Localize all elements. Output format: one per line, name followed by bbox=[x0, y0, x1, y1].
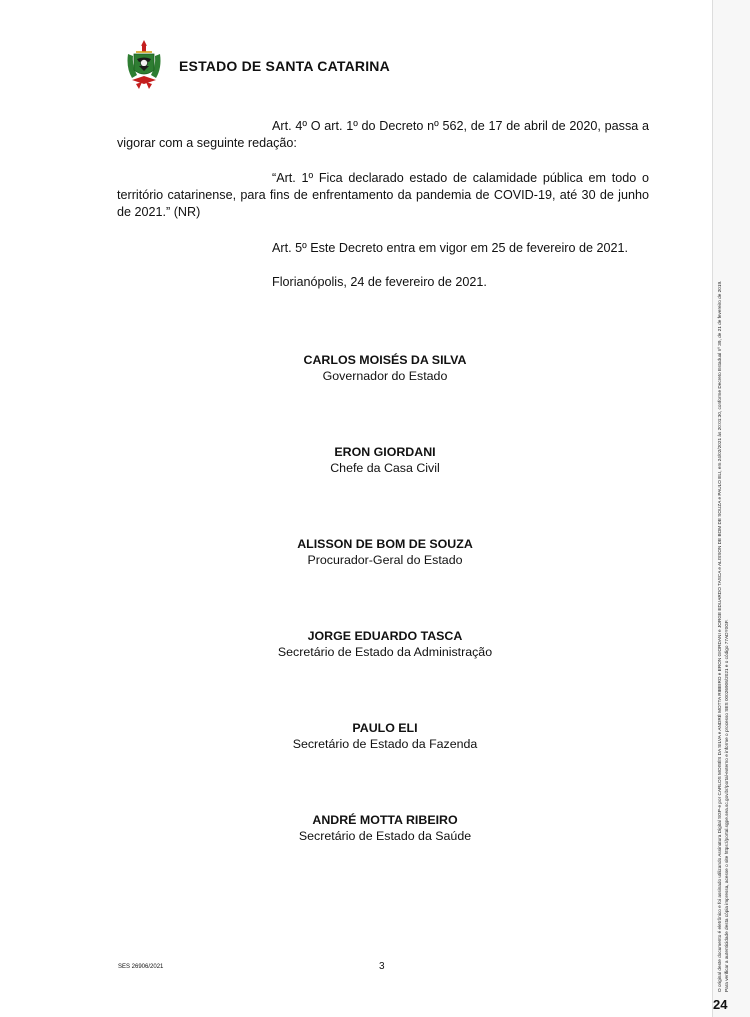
signatory-name: JORGE EDUARDO TASCA bbox=[307, 629, 463, 643]
signatory-role: Procurador-Geral do Estado bbox=[307, 553, 463, 567]
signatory-role: Secretário de Estado da Saúde bbox=[298, 829, 472, 843]
signature-block bbox=[140, 720, 630, 752]
signatory-name: ALISSON DE BOM DE SOUZA bbox=[297, 537, 473, 551]
signatory-role: Secretário de Estado da Fazenda bbox=[292, 737, 478, 751]
signature-block bbox=[140, 352, 630, 384]
page-number: 3 bbox=[379, 961, 385, 972]
signature-block bbox=[140, 444, 630, 476]
verification-notice-line: Para verificar a autenticidade desta cópia impressa, acesse o site https://portal.sgpe.sea.sc.gov.br/portal-externo e informe o processo SES 00026906/2021 e o código 77ADY0GF. bbox=[723, 619, 729, 992]
signature-block bbox=[140, 536, 630, 568]
art-4-paragraph: Art. 4º O art. 1º do Decreto nº 562, de 17 de abril de 2020, passa a vigorar com a seguinte redação: bbox=[117, 119, 649, 150]
signature-notice-line: O original deste documento é eletrônico e foi assinado utilizando Assinatura Digital SGP-e por CARLOS MOISÉS DA SILVA e ANDRÉ MOTTA RIBEIRO e ERON GIORDANI e JORGE EDUARDO TASCA e ALISSON DE BOM DE SOUZA e PAULO ELI, em 24/02/2021 às 20:01:30, conforme Decreto Estadual nº 39, de 21 de fevereiro de 2019. bbox=[717, 280, 722, 992]
signatory-name: ERON GIORDANI bbox=[334, 445, 436, 459]
signatory-name: CARLOS MOISÉS DA SILVA bbox=[303, 353, 467, 367]
art-5-paragraph: Art. 5º Este Decreto entra em vigor em 25 de fevereiro de 2021. bbox=[272, 241, 629, 255]
art-1-quoted-paragraph: “Art. 1º Fica declarado estado de calamidade pública em todo o território catarinense, para fins de enfrentamento da pandemia de COVID-19, até 30 de junho de 2021.” (NR) bbox=[117, 171, 649, 219]
signatory-role: Secretário de Estado da Administração bbox=[277, 645, 493, 659]
signatory-name: PAULO ELI bbox=[352, 721, 418, 735]
signatory-name: ANDRÉ MOTTA RIBEIRO bbox=[312, 813, 458, 827]
signature-block bbox=[140, 628, 630, 660]
place-and-date: Florianópolis, 24 de fevereiro de 2021. bbox=[272, 275, 487, 289]
signatory-role: Governador do Estado bbox=[322, 369, 448, 383]
state-name-header: ESTADO DE SANTA CATARINA bbox=[179, 58, 390, 74]
signature-block bbox=[140, 812, 630, 844]
digital-signature-notice bbox=[717, 67, 730, 992]
signatory-role: Chefe da Casa Civil bbox=[330, 461, 440, 475]
state-coat-of-arms-icon bbox=[122, 38, 166, 90]
process-code: SES 26906/2021 bbox=[118, 964, 164, 970]
sheet-number: 24 bbox=[713, 997, 728, 1012]
